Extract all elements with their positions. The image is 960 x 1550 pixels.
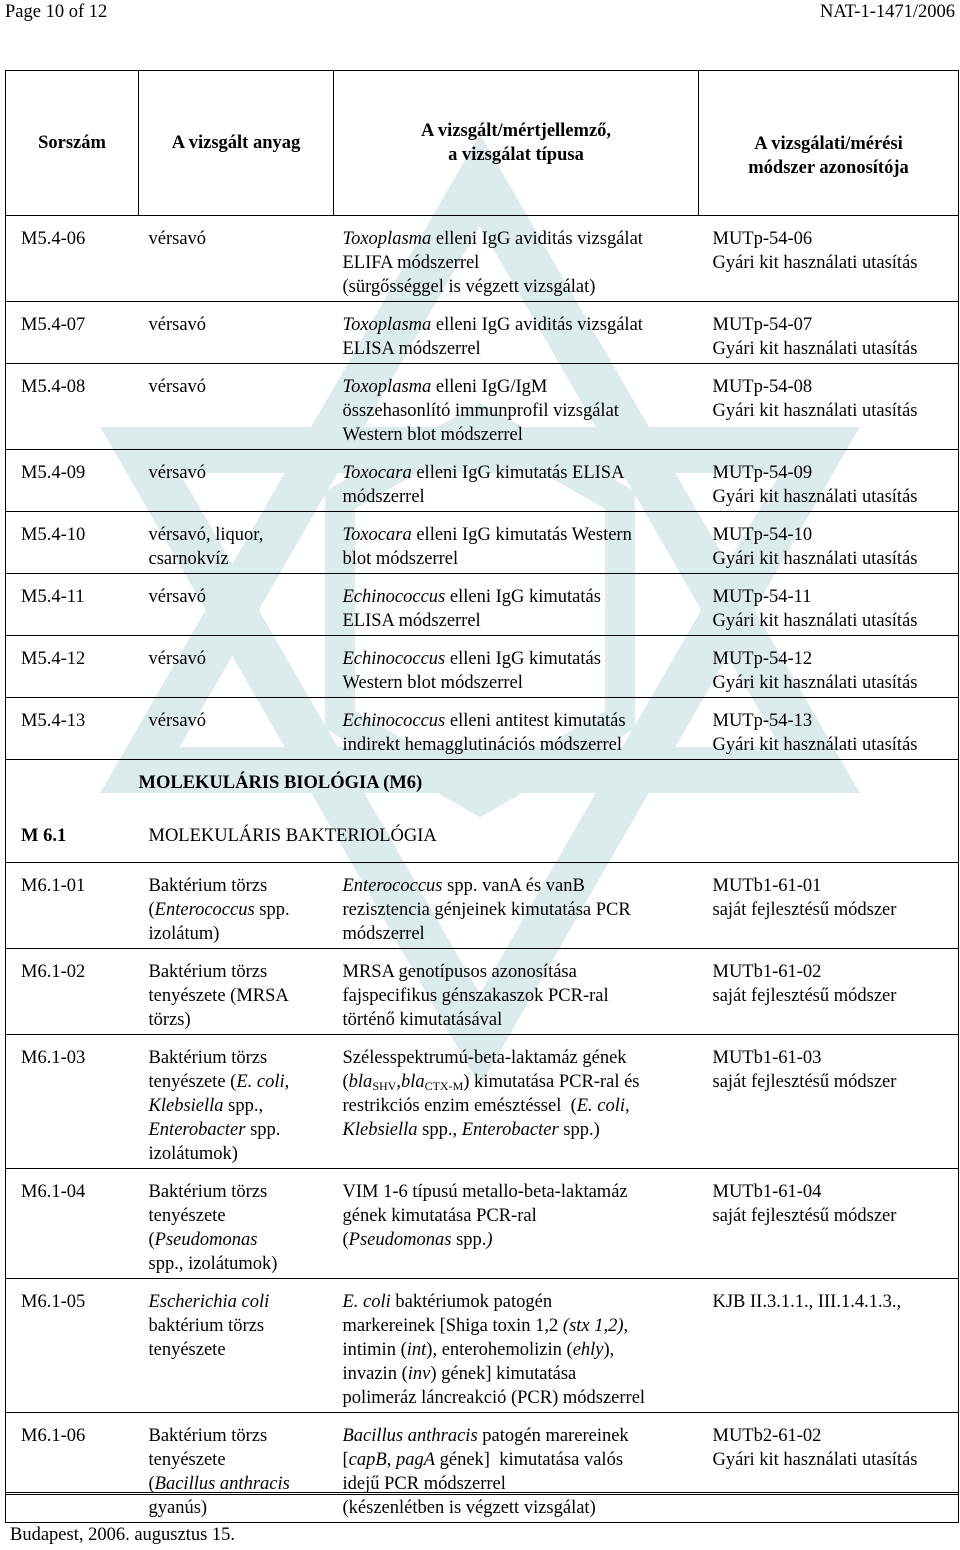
- material-cell: [139, 302, 334, 364]
- empty-cell: [6, 760, 139, 814]
- method-id-cell: [699, 574, 959, 636]
- material-text: baktérium törzs tenyészete: [148, 1316, 265, 1360]
- material-cell: [139, 450, 334, 512]
- method-id-cell: [699, 863, 959, 949]
- tested-property-text: elleni IgG kimutatás Western blot módszerrel: [342, 649, 601, 693]
- method-id-text: MUTb1-61-02 saját fejlesztésű módszer: [712, 962, 897, 1006]
- tested-property-text: ,: [396, 1072, 401, 1092]
- material-text: vérsavó: [148, 377, 207, 397]
- tested-property-text: bla: [400, 1072, 425, 1092]
- material-text: vérsavó: [148, 463, 207, 483]
- tested-property-text: E. coli,: [576, 1096, 630, 1116]
- material-cell: [139, 1279, 334, 1413]
- material-cell: [139, 1413, 334, 1523]
- subsection-title: MOLEKULÁRIS BAKTERIOLÓGIA: [139, 813, 959, 863]
- tested-property-text: MRSA genotípusos azonosítása fajspecifikus génszakaszok PCR-ral történő kimutatásával: [342, 962, 609, 1030]
- material-cell: [139, 698, 334, 760]
- serial-number-cell: M6.1-06: [6, 1413, 139, 1523]
- footer-place-date: Budapest, 2006. augusztus 15.: [10, 1525, 236, 1545]
- method-id-cell: [699, 302, 959, 364]
- subsection-row: [6, 813, 959, 863]
- method-id-text: MUTp-54-08 Gyári kit használati utasítás: [712, 377, 918, 421]
- table-row: [6, 574, 959, 636]
- material-cell: [139, 364, 334, 450]
- subsection-id: M 6.1: [6, 813, 139, 863]
- method-id-text: MUTb1-61-03 saját fejlesztésű módszer: [712, 1048, 897, 1092]
- table-body: [6, 216, 959, 1523]
- material-text: E. coli,: [236, 1072, 290, 1092]
- serial-number-cell: M6.1-02: [6, 949, 139, 1035]
- table-row: [6, 512, 959, 574]
- serial-number-cell: M5.4-09: [6, 450, 139, 512]
- tested-property-text: pagA: [395, 1450, 435, 1470]
- tested-property-text: ), invazin (: [342, 1340, 615, 1384]
- method-id-cell: [699, 698, 959, 760]
- material-text: vérsavó: [148, 315, 207, 335]
- material-cell: [139, 863, 334, 949]
- tested-property-text: elleni IgG kimutatás Western blot módszerrel: [342, 525, 632, 569]
- tested-property-text: elleni IgG/IgM összehasonlító immunprofil vizsgálat Western blot módszerrel: [342, 377, 619, 445]
- tested-property-text: Pseudomonas: [348, 1230, 452, 1250]
- method-id-cell: [699, 949, 959, 1035]
- section-row: [6, 760, 959, 814]
- serial-number-cell: M6.1-05: [6, 1279, 139, 1413]
- tested-property-cell: [334, 1169, 699, 1279]
- method-id-cell: [699, 1279, 959, 1413]
- tested-property-text: , intimin (: [342, 1316, 629, 1360]
- header-material: A vizsgált anyag: [139, 71, 334, 216]
- method-id-text: KJB II.3.1.1., III.1.4.1.3.,: [712, 1292, 902, 1312]
- tested-property-text: spp.,: [417, 1120, 462, 1140]
- tested-property-text: ,: [386, 1450, 396, 1470]
- method-id-cell: [699, 364, 959, 450]
- tested-property-text: int: [406, 1340, 427, 1360]
- serial-number-cell: M6.1-01: [6, 863, 139, 949]
- material-text: vérsavó: [148, 649, 207, 669]
- material-cell: [139, 512, 334, 574]
- document-id: NAT-1-1471/2006: [820, 2, 955, 22]
- tested-property-cell: [334, 216, 699, 302]
- material-text: vérsavó, liquor, csarnokvíz: [148, 525, 264, 569]
- tested-property-text: elleni IgG aviditás vizsgálat ELISA módszerrel: [342, 315, 643, 359]
- tested-property-text: patogén marereinek [: [342, 1426, 629, 1470]
- tested-property-cell: [334, 1413, 699, 1523]
- tested-property-text: ): [486, 1230, 493, 1250]
- tested-property-text: ehly: [572, 1340, 604, 1360]
- method-id-cell: [699, 636, 959, 698]
- tested-property-cell: [334, 636, 699, 698]
- tested-property-subscript: CTX-M: [424, 1079, 464, 1093]
- header-serial-number: Sorszám: [6, 71, 139, 216]
- serial-number-cell: M5.4-13: [6, 698, 139, 760]
- tested-property-cell: [334, 512, 699, 574]
- tested-property-text: Toxoplasma: [342, 377, 432, 397]
- material-text: spp.,: [228, 1096, 264, 1116]
- method-id-cell: [699, 512, 959, 574]
- tested-property-cell: [334, 1035, 699, 1169]
- method-id-text: MUTp-54-07 Gyári kit használati utasítás: [712, 315, 918, 359]
- method-id-text: MUTp-54-12 Gyári kit használati utasítás: [712, 649, 918, 693]
- header-method-id: A vizsgálati/mérési módszer azonosítója: [699, 71, 959, 216]
- tested-property-text: Toxocara: [342, 525, 412, 545]
- method-id-text: MUTb1-61-01 saját fejlesztésű módszer: [712, 876, 897, 920]
- page-number: Page 10 of 12: [5, 2, 108, 22]
- material-text: Bacillus anthracis: [154, 1474, 290, 1494]
- tested-property-text: Toxocara: [342, 463, 412, 483]
- tested-property-text: gének] kimutatása valós idejű PCR módszerrel (készenlétben is végzett vizsgálat): [342, 1450, 624, 1518]
- tested-property-text: E. coli: [342, 1292, 391, 1312]
- tested-property-cell: [334, 863, 699, 949]
- table-row: [6, 216, 959, 302]
- table-row: [6, 364, 959, 450]
- table-row: [6, 1413, 959, 1523]
- material-text: spp., izolátumok): [148, 1254, 278, 1274]
- accreditation-table: [5, 70, 959, 1523]
- method-id-cell: [699, 1413, 959, 1523]
- tested-property-text: Szélesspektrumú-beta-laktamáz gének (: [342, 1048, 627, 1092]
- tested-property-subscript: SHV: [372, 1079, 397, 1093]
- material-text: Baktérium törzs tenyészete (MRSA törzs): [148, 962, 289, 1030]
- material-text: vérsavó: [148, 587, 207, 607]
- method-id-text: MUTb2-61-02 Gyári kit használati utasítás: [712, 1426, 918, 1470]
- material-text: Enterobacter: [148, 1120, 246, 1140]
- table-row: [6, 1169, 959, 1279]
- method-id-text: MUTb1-61-04 saját fejlesztésű módszer: [712, 1182, 897, 1226]
- method-id-cell: [699, 1169, 959, 1279]
- material-text: Enterococcus: [154, 900, 255, 920]
- serial-number-cell: M5.4-07: [6, 302, 139, 364]
- material-text: gyanús): [148, 1498, 208, 1518]
- method-id-cell: [699, 1035, 959, 1169]
- material-cell: [139, 636, 334, 698]
- tested-property-cell: [334, 1279, 699, 1413]
- tested-property-text: Echinococcus: [342, 649, 446, 669]
- material-cell: [139, 1035, 334, 1169]
- tested-property-text: elleni IgG kimutatás ELISA módszerrel: [342, 587, 601, 631]
- serial-number-cell: M5.4-11: [6, 574, 139, 636]
- tested-property-text: ), enterohemolizin (: [426, 1340, 573, 1360]
- material-text: Escherichia coli: [148, 1292, 270, 1312]
- material-text: Baktérium törzs tenyészete (: [148, 1182, 268, 1250]
- serial-number-cell: M5.4-06: [6, 216, 139, 302]
- tested-property-text: Toxoplasma: [342, 315, 432, 335]
- material-cell: [139, 574, 334, 636]
- table-row: [6, 863, 959, 949]
- tested-property-cell: [334, 450, 699, 512]
- table-header: [6, 71, 959, 216]
- table-row: [6, 949, 959, 1035]
- serial-number-cell: M5.4-12: [6, 636, 139, 698]
- tested-property-cell: [334, 698, 699, 760]
- tested-property-text: Enterobacter: [461, 1120, 559, 1140]
- tested-property-text: bla: [348, 1072, 373, 1092]
- tested-property-text: ) gének] kimutatása polimeráz láncreakció (PCR) módszerrel: [342, 1364, 646, 1408]
- table-row: [6, 450, 959, 512]
- material-text: Baktérium törzs tenyészete (: [148, 1426, 268, 1494]
- method-id-text: MUTp-54-10 Gyári kit használati utasítás: [712, 525, 918, 569]
- material-text: Pseudomonas: [154, 1230, 258, 1250]
- tested-property-text: spp.: [451, 1230, 487, 1250]
- tested-property-text: elleni IgG aviditás vizsgálat ELIFA módszerrel (sürgősséggel is végzett vizsgálat): [342, 229, 643, 297]
- tested-property-cell: [334, 364, 699, 450]
- tested-property-text: spp.): [558, 1120, 600, 1140]
- tested-property-text: spp. vanA és vanB rezisztencia génjeinek kimutatása PCR módszerrel: [342, 876, 631, 944]
- serial-number-cell: M6.1-04: [6, 1169, 139, 1279]
- table-row: [6, 636, 959, 698]
- method-id-text: MUTp-54-13 Gyári kit használati utasítás: [712, 711, 918, 755]
- material-cell: [139, 216, 334, 302]
- header-tested-property: A vizsgált/mértjellemző, a vizsgálat típusa: [334, 71, 699, 216]
- tested-property-cell: [334, 949, 699, 1035]
- method-id-cell: [699, 216, 959, 302]
- method-id-text: MUTp-54-09 Gyári kit használati utasítás: [712, 463, 918, 507]
- method-id-text: MUTp-54-11 Gyári kit használati utasítás: [712, 587, 918, 631]
- table-row: [6, 698, 959, 760]
- tested-property-text: Echinococcus: [342, 711, 446, 731]
- tested-property-text: baktériumok patogén markereinek [Shiga toxin 1,2: [342, 1292, 559, 1336]
- method-id-cell: [699, 450, 959, 512]
- tested-property-text: (stx 1,2): [562, 1316, 624, 1336]
- tested-property-text: Toxoplasma: [342, 229, 432, 249]
- tested-property-text: VIM 1-6 típusú metallo-beta-laktamáz gének kimutatása PCR-ral (: [342, 1182, 628, 1250]
- material-text: spp. izolátum): [148, 900, 290, 944]
- tested-property-text: capB: [348, 1450, 387, 1470]
- tested-property-cell: [334, 574, 699, 636]
- material-text: Klebsiella: [148, 1096, 224, 1116]
- method-id-text: MUTp-54-06 Gyári kit használati utasítás: [712, 229, 918, 273]
- material-cell: [139, 1169, 334, 1279]
- material-text: Baktérium törzs (: [148, 876, 268, 920]
- material-text: spp. izolátumok): [148, 1120, 281, 1164]
- tested-property-text: Enterococcus: [342, 876, 443, 896]
- material-text: vérsavó: [148, 229, 207, 249]
- serial-number-cell: M5.4-10: [6, 512, 139, 574]
- tested-property-text: elleni IgG kimutatás ELISA módszerrel: [342, 463, 625, 507]
- section-title: MOLEKULÁRIS BIOLÓGIA (M6): [138, 773, 423, 793]
- tested-property-text: Bacillus anthracis: [342, 1426, 478, 1446]
- material-text: Baktérium törzs tenyészete (: [148, 1048, 268, 1092]
- material-cell: [139, 949, 334, 1035]
- serial-number-cell: M6.1-03: [6, 1035, 139, 1169]
- table-row: [6, 1035, 959, 1169]
- tested-property-text: Echinococcus: [342, 587, 446, 607]
- tested-property-text: Klebsiella: [342, 1120, 418, 1140]
- header-row: [6, 71, 959, 216]
- tested-property-text: elleni antitest kimutatás indirekt hemagglutinációs módszerrel: [342, 711, 626, 755]
- table-row: [6, 1279, 959, 1413]
- tested-property-text: inv: [407, 1364, 431, 1384]
- tested-property-text: ) kimutatása PCR-ral és restrikciós enzim emésztéssel (: [342, 1072, 640, 1116]
- serial-number-cell: M5.4-08: [6, 364, 139, 450]
- material-text: vérsavó: [148, 711, 207, 731]
- tested-property-cell: [334, 302, 699, 364]
- table-row: [6, 302, 959, 364]
